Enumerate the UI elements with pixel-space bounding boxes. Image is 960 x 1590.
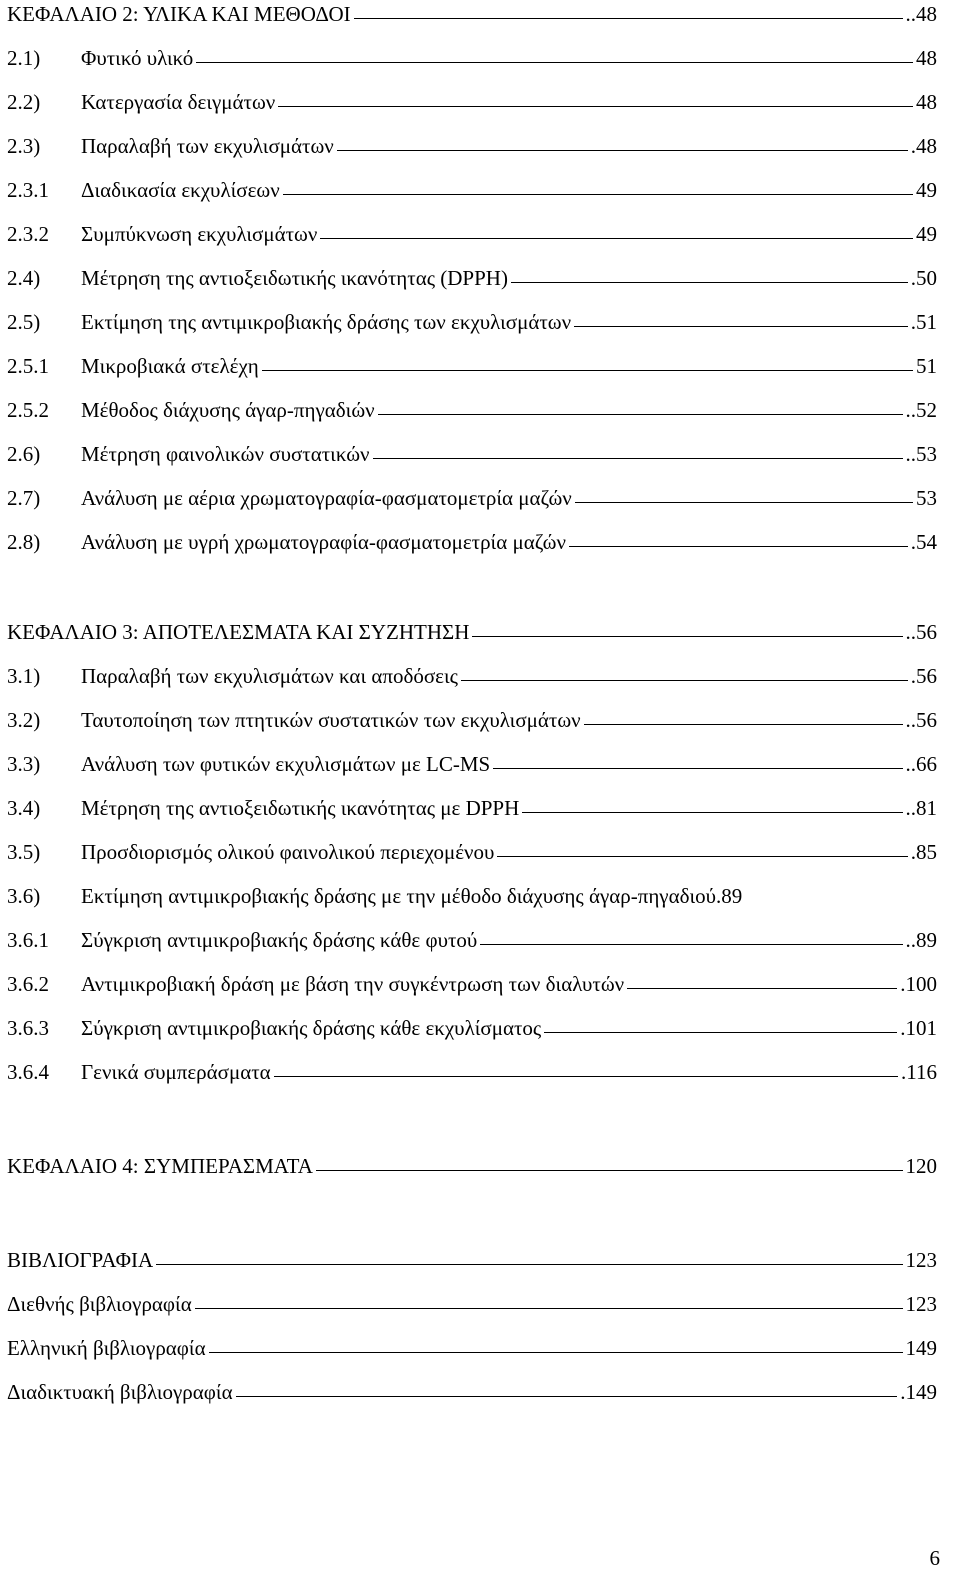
toc-entry [7,658,937,694]
toc-page-number: 123 [905,1292,937,1316]
toc-page-number: 48 [916,90,937,114]
toc-entry [7,1374,937,1410]
toc-entry-number: 2.7) [7,486,41,510]
toc-dots: . [910,134,916,158]
toc-page-number: 149 [905,1336,937,1360]
toc-page-number: 48 [916,46,937,70]
toc-dots: . [910,266,916,290]
toc-entry-chapter-4 [7,1148,937,1184]
toc-entry-title: Σύγκριση αντιμικροβιακής δράσης κάθε εκχυλίσματος [81,1016,542,1040]
toc-entry-title: Συμπύκνωση εκχυλισμάτων [81,222,318,246]
toc-leader [337,150,908,151]
toc-entry-title: Κατεργασία δειγμάτων [81,90,276,114]
toc-entry-chapter-2 [7,0,937,32]
toc-leader [262,370,913,371]
toc-entry-title: Σύγκριση αντιμικροβιακής δράσης κάθε φυτού [81,928,478,952]
toc-leader [569,546,908,547]
toc-entry [7,1010,937,1046]
toc-page-number: 100 [905,972,937,996]
toc-entry-title: Διεθνής βιβλιογραφία [7,1292,192,1316]
toc-entry-number: 3.6.2 [7,972,49,996]
toc-leader [522,812,902,813]
toc-leader [274,1076,898,1077]
toc-leader [627,988,897,989]
toc-entry-number: 2.5.1 [7,354,49,378]
toc-entry-number: 3.6.4 [7,1060,49,1084]
toc-entry [7,260,937,296]
toc-entry-number: 3.6) [7,884,41,908]
toc-entry [7,348,937,384]
toc-entry-title: Μέτρηση φαινολικών συστατικών [81,442,370,466]
toc-entry-number: 2.5.2 [7,398,49,422]
toc-page-number: 56 [916,664,937,688]
toc-entry-title: Ταυτοποίηση των πτητικών συστατικών των εκχυλισμάτων [81,708,581,732]
toc-entry [7,392,937,428]
toc-entry-title: Διαδικασία εκχυλίσεων [81,178,280,202]
toc-entry-title: Μέτρηση της αντιοξειδωτικής ικανότητας με DPPH [81,796,520,820]
toc-page-number: 123 [905,1248,937,1272]
toc-entry [7,128,937,164]
toc-page-number: 85 [916,840,937,864]
toc-entry-title: Προσδιορισμός ολικού φαινολικού περιεχομένου [81,840,495,864]
toc-entry [7,966,937,1002]
toc-entry [7,834,937,870]
toc-entry [7,1054,937,1090]
toc-leader [461,680,908,681]
toc-entry-number: 2.6) [7,442,41,466]
toc-page-number: 81 [916,796,937,820]
toc-leader [320,238,913,239]
toc-entry-title: Μέθοδος διάχυσης άγαρ-πηγαδιών [81,398,375,422]
toc-entry-title: Παραλαβή των εκχυλισμάτων [81,134,334,158]
toc-leader [574,326,908,327]
toc-page-number: 101 [905,1016,937,1040]
toc-entry-number: 3.4) [7,796,41,820]
toc-entry-title: Φυτικό υλικό [81,46,194,70]
toc-entry-number: 3.5) [7,840,41,864]
toc-dots: . [910,310,916,334]
toc-dots: .. [905,2,916,26]
toc-entry [7,216,937,252]
toc-entry [7,790,937,826]
toc-entry-number: 2.3) [7,134,41,158]
toc-entry [7,922,937,958]
toc-dots: . [900,1016,906,1040]
toc-dots: .. [905,620,916,644]
toc-entry [7,1330,937,1366]
toc-leader [497,856,907,857]
toc-leader [316,1170,903,1171]
toc-entry-title: Παραλαβή των εκχυλισμάτων και αποδόσεις [81,664,458,688]
toc-dots: .. [905,752,916,776]
toc-page-number: 89 [721,884,743,908]
toc-entry [7,746,937,782]
toc-entry-number: 3.1) [7,664,41,688]
toc-entry-title: Εκτίμηση της αντιμικροβιακής δράσης των εκχυλισμάτων [81,310,572,334]
toc-dots: . [901,1060,907,1084]
toc-page-number: 53 [916,486,937,510]
toc-entry-title: Μικροβιακά στελέχη [81,354,259,378]
toc-page-number: 54 [916,530,937,554]
toc-entry-number: 2.1) [7,46,41,70]
toc-entry-title: Ανάλυση με αέρια χρωματογραφία-φασματομετρία μαζών [81,486,572,510]
toc-leader [195,1308,903,1309]
toc-entry-number: 2.3.1 [7,178,49,202]
toc-page-number: 120 [905,1154,937,1178]
toc-entry [7,172,937,208]
toc-page-number: 48 [916,2,937,26]
toc-leader [472,636,902,637]
toc-entry-title: ΚΕΦΑΛΑΙΟ 2: ΥΛΙΚΑ ΚΑΙ ΜΕΘΟΔΟΙ [7,2,351,26]
toc-page-number: 149 [905,1380,937,1404]
toc-entry-chapter-3 [7,614,937,650]
toc-entry-title: Διαδικτυακή βιβλιογραφία [7,1380,233,1404]
toc-entry-number: 2.2) [7,90,41,114]
toc-entry-number: 2.4) [7,266,41,290]
toc-entry-number: 2.5) [7,310,41,334]
toc-entry-title: Ελληνική βιβλιογραφία [7,1336,206,1360]
toc-entry-title: Μέτρηση της αντιοξειδωτικής ικανότητας (DPPH) [81,266,508,290]
toc-page-number: 51 [916,354,937,378]
toc-entry-number: 2.8) [7,530,41,554]
toc-leader [373,458,903,459]
toc-leader [156,1264,902,1265]
toc-page-number: 50 [916,266,937,290]
toc-entry-number: 3.6.3 [7,1016,49,1040]
toc-entry [7,524,937,560]
toc-dots: . [910,840,916,864]
toc-leader [278,106,913,107]
toc-dots: .. [905,398,916,422]
toc-entry-number: 2.3.2 [7,222,49,246]
toc-page-number: 66 [916,752,937,776]
toc-entry-bibliography [7,1242,937,1278]
toc-leader [575,502,913,503]
toc-page-number: 49 [916,222,937,246]
toc-dots: . [900,972,906,996]
toc-page-number: 116 [906,1060,937,1084]
toc-leader [544,1032,897,1033]
toc-dots: .. [905,928,916,952]
toc-dots: .. [905,708,916,732]
toc-dots: . [910,664,916,688]
toc-entry-title: Αντιμικροβιακή δράση με βάση την συγκέντρωση των διαλυτών [81,972,625,996]
toc-entry [7,40,937,76]
toc-entry [7,1286,937,1322]
toc-entry-title: Ανάλυση των φυτικών εκχυλισμάτων με LC-MS [81,752,491,776]
toc-leader [196,62,913,63]
toc-dots: .. [905,796,916,820]
toc-entry-number: 3.2) [7,708,41,732]
toc-entry-title: ΒΙΒΛΙΟΓΡΑΦΙΑ [7,1248,154,1272]
toc-entry-title: Ανάλυση με υγρή χρωματογραφία-φασματομετρία μαζών [81,530,566,554]
toc-dots: . [910,530,916,554]
toc-leader [511,282,908,283]
toc-leader [493,768,902,769]
toc-entry-title: ΚΕΦΑΛΑΙΟ 4: ΣΥΜΠΕΡΑΣΜΑΤΑ [7,1154,313,1178]
toc-page-number: 52 [916,398,937,422]
toc-leader [354,18,903,19]
toc-leader [584,724,903,725]
toc-entry [7,702,937,738]
toc-dots: . [900,1380,906,1404]
toc-page-number: 56 [916,620,937,644]
toc-leader [480,944,902,945]
toc-leader [283,194,913,195]
toc-entry-title: Εκτίμηση αντιμικροβιακής δράσης με την μέθοδο διάχυσης άγαρ-πηγαδιού. [81,884,722,908]
toc-entry [7,480,937,516]
toc-leader [378,414,903,415]
page-number: 6 [929,1546,940,1570]
toc-dots: .. [905,442,916,466]
toc-entry [7,436,937,472]
toc-page-number: 56 [916,708,937,732]
toc-page-number: 89 [916,928,937,952]
toc-entry [7,304,937,340]
toc-entry [7,84,937,120]
toc-page-number: 48 [916,134,937,158]
toc-entry-title: Γενικά συμπεράσματα [81,1060,271,1084]
toc-leader [236,1396,898,1397]
toc-page-number: 51 [916,310,937,334]
toc-entry-title: ΚΕΦΑΛΑΙΟ 3: ΑΠΟΤΕΛΕΣΜΑΤΑ ΚΑΙ ΣΥΖΗΤΗΣΗ [7,620,470,644]
toc-leader [209,1352,903,1353]
toc-page-number: 53 [916,442,937,466]
toc-entry-number: 3.3) [7,752,41,776]
toc-entry-number: 3.6.1 [7,928,49,952]
toc-entry [7,878,937,914]
toc-page-number: 49 [916,178,937,202]
